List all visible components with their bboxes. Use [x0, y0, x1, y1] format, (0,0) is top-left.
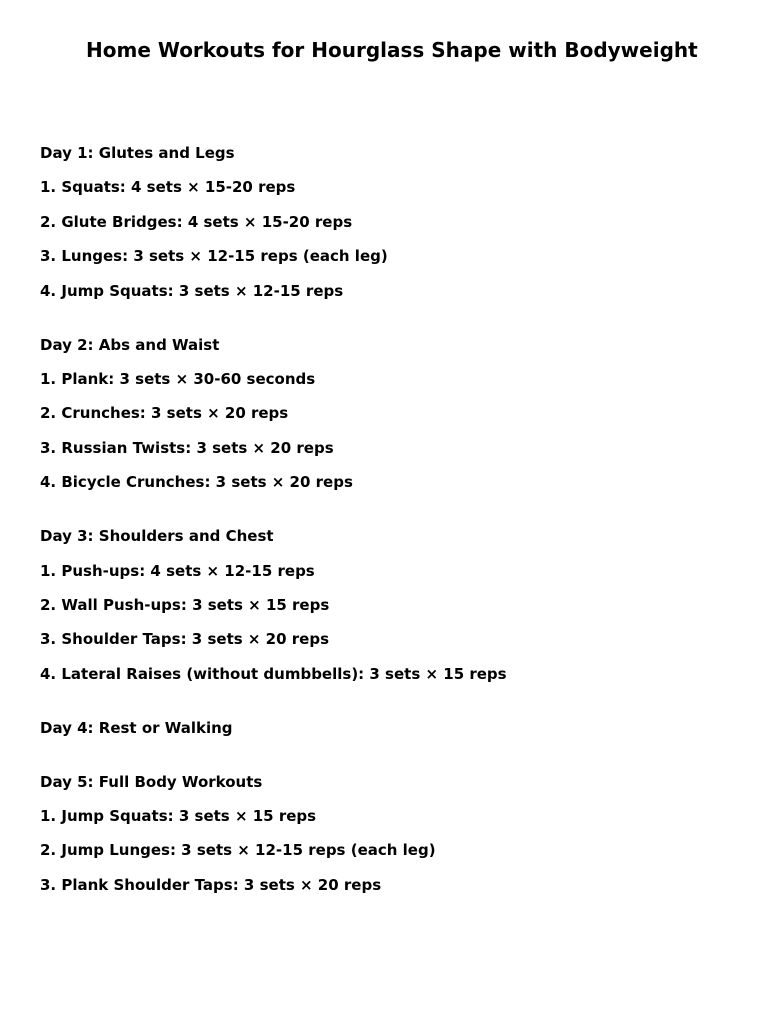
exercise-item: 3. Shoulder Taps: 3 sets × 20 reps	[40, 630, 330, 649]
day-heading: Day 1: Glutes and Legs	[40, 144, 235, 162]
exercise-item: 4. Bicycle Crunches: 3 sets × 20 reps	[40, 473, 353, 492]
exercise-list	[40, 369, 740, 492]
exercise-item: 4. Lateral Raises (without dumbbells): 3 sets × 15 reps	[40, 664, 507, 683]
exercise-item: 3. Lunges: 3 sets × 12-15 reps (each leg)	[40, 247, 388, 266]
exercise-item: 2. Jump Lunges: 3 sets × 12-15 reps (each leg)	[40, 841, 436, 860]
exercise-list	[40, 561, 740, 684]
day-2-section	[40, 335, 740, 493]
day-heading: Day 2: Abs and Waist	[40, 335, 220, 354]
exercise-item: 3. Plank Shoulder Taps: 3 sets × 20 reps	[40, 875, 382, 894]
day-heading: Day 3: Shoulders and Chest	[40, 527, 274, 546]
day-heading: Day 4: Rest or Walking	[40, 718, 233, 737]
exercise-item: 2. Wall Push-ups: 3 sets × 15 reps	[40, 595, 330, 614]
day-4-section	[40, 718, 740, 738]
day-5-section	[40, 772, 740, 895]
exercise-item: 4. Jump Squats: 3 sets × 12-15 reps	[40, 281, 344, 300]
day-heading: Day 5: Full Body Workouts	[40, 772, 263, 791]
exercise-item: 3. Russian Twists: 3 sets × 20 reps	[40, 438, 334, 457]
document-title: Home Workouts for Hourglass Shape with Bodyweight	[86, 38, 698, 62]
exercise-item: 1. Squats: 4 sets × 15-20 reps	[40, 178, 296, 197]
exercise-item: 2. Crunches: 3 sets × 20 reps	[40, 404, 289, 423]
day-1-section	[40, 143, 740, 301]
exercise-item: 1. Plank: 3 sets × 30-60 seconds	[40, 369, 316, 388]
exercise-item: 1. Jump Squats: 3 sets × 15 reps	[40, 807, 317, 826]
exercise-item: 2. Glute Bridges: 4 sets × 15-20 reps	[40, 212, 353, 231]
exercise-list	[40, 177, 740, 300]
day-3-section	[40, 526, 740, 684]
exercise-item: 1. Push-ups: 4 sets × 12-15 reps	[40, 561, 315, 580]
exercise-list	[40, 806, 740, 895]
workout-plan	[40, 143, 740, 929]
